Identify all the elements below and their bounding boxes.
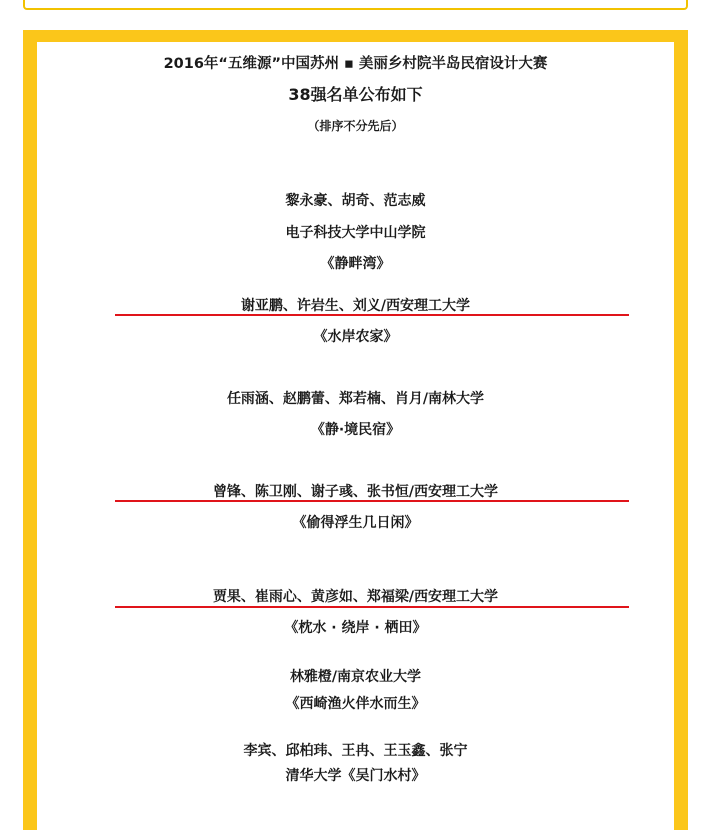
entry-2-members: 谢亚鹏、许岩生、刘义/西安理工大学: [240, 298, 471, 314]
entry-1-school: 电子科技大学中山学院: [285, 225, 426, 241]
title-line-2: 38强名单公布如下: [288, 85, 423, 104]
red-underline-1: [115, 314, 629, 316]
entry-3-work: 《静·境民宿》: [310, 422, 401, 438]
top-decorative-box: [23, 0, 688, 10]
entry-4-work: 《偷得浮生几日闲》: [292, 515, 419, 531]
red-underline-2: [115, 500, 629, 502]
entry-6-work: 《西崎渔火伴水而生》: [285, 696, 426, 712]
yellow-frame: [23, 30, 688, 830]
entry-2-work: 《水岸农家》: [313, 329, 398, 345]
entry-7-members: 李宾、邱柏玮、王冉、王玉鑫、张宁: [243, 743, 468, 759]
entry-6-members: 林雅橙/南京农业大学: [289, 669, 422, 685]
entry-5-work: 《枕水 · 绕岸 · 栖田》: [284, 620, 427, 636]
entry-1-members: 黎永豪、胡奇、范志威: [285, 193, 426, 209]
entry-7-work: 清华大学《吴门水村》: [285, 768, 426, 784]
entry-1-work: 《静畔湾》: [320, 256, 391, 272]
entry-4-members: 曾锋、陈卫刚、谢子彧、张书恒/西安理工大学: [212, 484, 499, 500]
order-note: （排序不分先后）: [307, 119, 404, 133]
red-underline-3: [115, 606, 629, 608]
entry-5-members: 贾果、崔雨心、黄彦如、郑福梁/西安理工大学: [212, 589, 499, 605]
title-line-1: 2016年“五维源”中国苏州 ▪ 美丽乡村院半岛民宿设计大赛: [163, 56, 548, 72]
entry-3-members: 任雨涵、赵鹏蕾、郑若楠、肖月/南林大学: [226, 391, 485, 407]
content-panel: [37, 42, 674, 830]
